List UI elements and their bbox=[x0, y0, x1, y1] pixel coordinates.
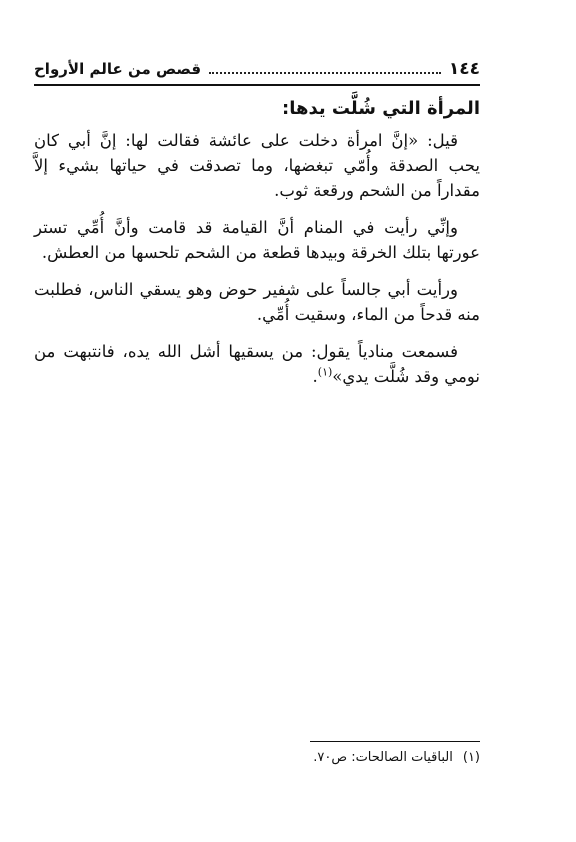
paragraph-3: ورأيت أبي جالساً على شفير حوض وهو يسقي الناس، فطلبت منه قدحاً من الماء، وسقيت أُمِّي. bbox=[34, 280, 480, 324]
footnote-number: (١) bbox=[462, 750, 480, 765]
paragraph-2: وإنِّي رأيت في المنام أنَّ القيامة قد قامت وأنَّ أُمِّي تستر عورتها بتلك الخرقة وبيدها قطعة من الشحم تلحسها من العطش. bbox=[34, 218, 480, 262]
running-header bbox=[34, 56, 480, 82]
paragraph-4-text: فسمعت منادياً يقول: من يسقيها أشل الله يده، فانتبهت من نومي وقد شُلَّت يدي» bbox=[34, 342, 480, 386]
page-number: ١٤٤ bbox=[448, 59, 480, 79]
footnote bbox=[34, 748, 480, 768]
section-title: المرأة التي شُلَّت يدها: bbox=[282, 98, 480, 119]
footnote-text: الباقيات الصالحات: ص٧٠. bbox=[313, 750, 453, 765]
body-text bbox=[34, 128, 480, 401]
paragraph-1: قيل: «إنَّ امرأة دخلت على عائشة فقالت لها: إنَّ أبي كان يحب الصدقة وأُمّي تبغضها، وما تصدقت في حياتها بشيء إلاَّ مقداراً من الشحم ورقعة ثوب. bbox=[34, 131, 480, 200]
book-title: قصص من عالم الأرواح bbox=[34, 60, 202, 78]
header-rule bbox=[34, 84, 480, 86]
paragraph-4-period: . bbox=[312, 367, 318, 386]
paragraph-4 bbox=[34, 339, 480, 389]
footnote-rule bbox=[310, 741, 480, 742]
footnote-reference[interactable]: (١) bbox=[317, 365, 333, 379]
header-leader-dots bbox=[209, 72, 441, 74]
